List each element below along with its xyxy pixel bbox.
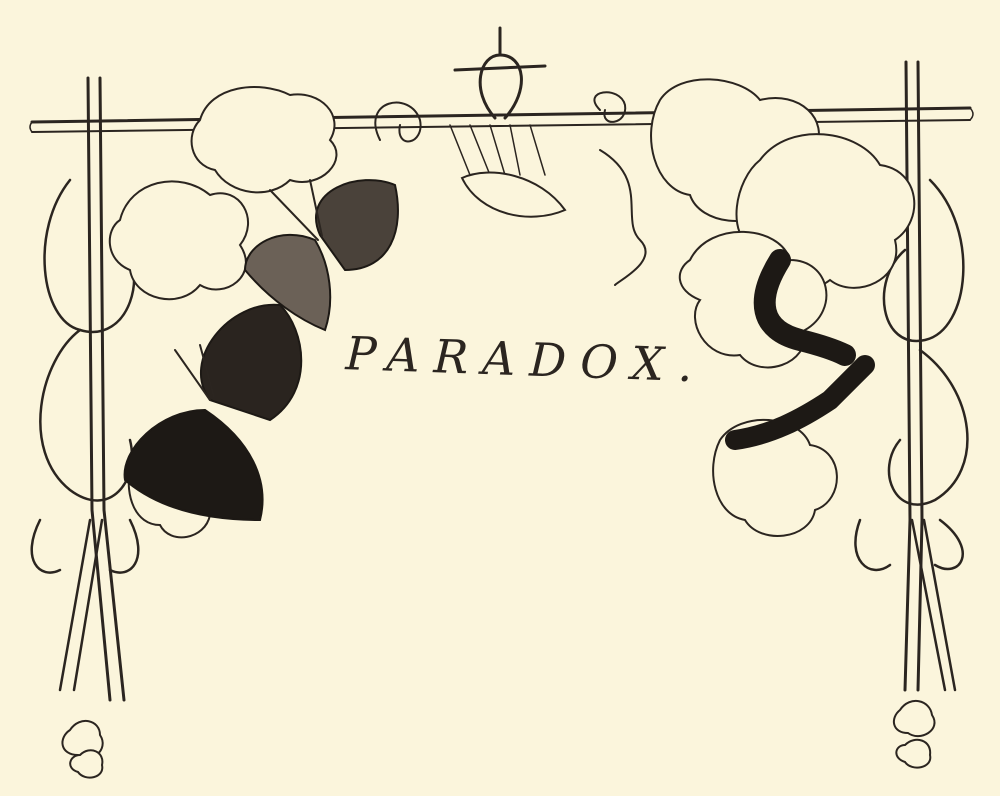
butterfly-lower xyxy=(125,305,302,520)
caterpillar-lower xyxy=(735,365,865,440)
left-post xyxy=(32,78,139,700)
chrysalis xyxy=(450,125,565,217)
leaf-cluster-right xyxy=(651,79,914,536)
blossoms-right xyxy=(894,701,935,768)
blossoms-left xyxy=(62,721,102,778)
top-branch xyxy=(30,28,973,132)
illustration-title: PARADOX. xyxy=(344,326,708,393)
